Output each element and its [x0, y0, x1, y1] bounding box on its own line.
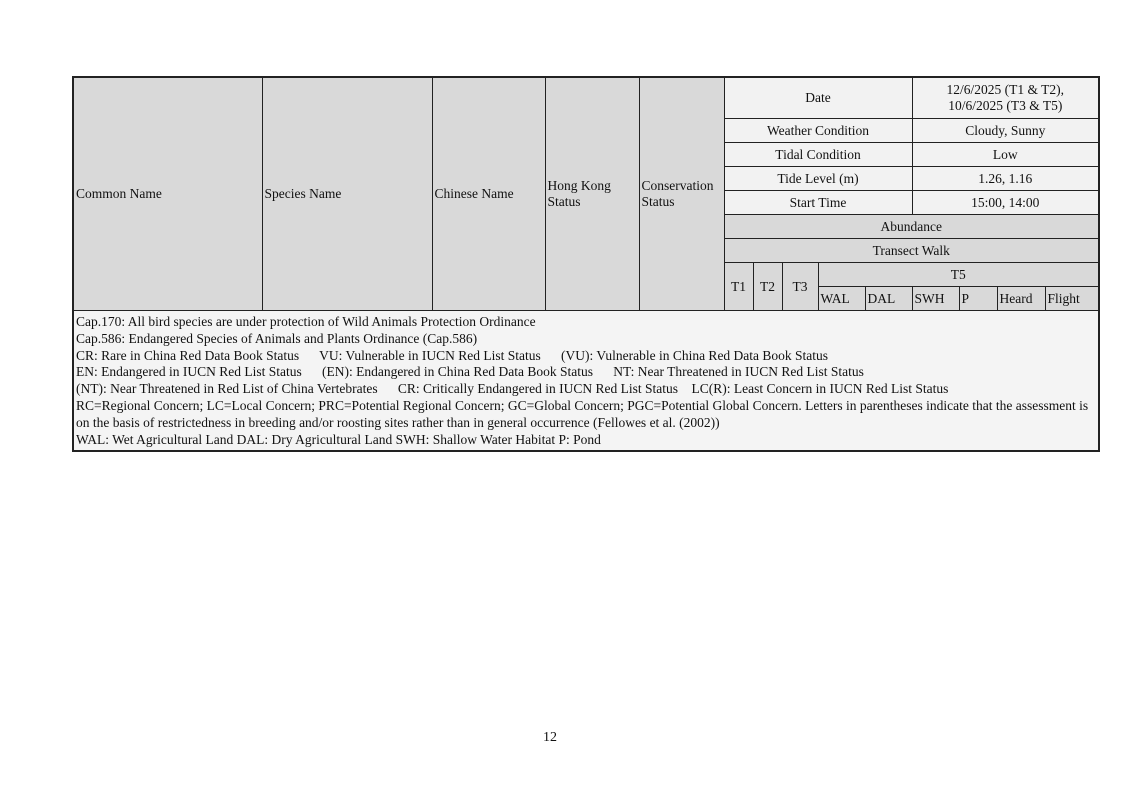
header-conservation-status: Conservation Status [639, 77, 724, 311]
transect-walk-label: Transect Walk [724, 239, 1099, 263]
header-species-name: Species Name [262, 77, 432, 311]
date-value-line1: 12/6/2025 (T1 & T2), [946, 82, 1065, 97]
t5-col-dal: DAL [865, 287, 912, 311]
date-value-line2: 10/6/2025 (T3 & T5) [948, 98, 1063, 113]
page-number: 12 [543, 730, 557, 745]
transect-t1: T1 [724, 263, 753, 311]
tidal-value: Low [912, 143, 1099, 167]
survey-table [72, 76, 1100, 452]
abundance-label: Abundance [724, 215, 1099, 239]
t5-col-p: P [959, 287, 997, 311]
note-status-cr-vu: CR: Rare in China Red Data Book Status VU: Vulnerable in IUCN Red List Status (VU): Vulnerable in China Red Data Book Status [76, 347, 829, 363]
tide-level-label: Tide Level (m) [724, 167, 912, 191]
weather-value: Cloudy, Sunny [912, 119, 1099, 143]
note-concern-levels: RC=Regional Concern; LC=Local Concern; PRC=Potential Regional Concern; GC=Global Concern; PGC=Potential Global Concern. Letters in parentheses indicate that the assessment is on the basis of restrictedness in breeding and/or roosting sites rather than in general occurrence (Fellowes et al. (2002)) [76, 397, 1089, 430]
note-cap586: Cap.586: Endangered Species of Animals and Plants Ordinance (Cap.586) [76, 330, 478, 346]
weather-label: Weather Condition [724, 119, 912, 143]
transect-t2: T2 [753, 263, 782, 311]
notes-cell [73, 311, 1099, 452]
note-cap170: Cap.170: All bird species are under protection of Wild Animals Protection Ordinance [76, 314, 536, 329]
header-chinese-name: Chinese Name [432, 77, 545, 311]
date-value [912, 77, 1099, 119]
transect-t5: T5 [818, 263, 1099, 287]
date-label: Date [724, 77, 912, 119]
header-common-name: Common Name [73, 77, 262, 311]
t5-col-heard: Heard [997, 287, 1045, 311]
t5-col-flight: Flight [1045, 287, 1099, 311]
t5-col-swh: SWH [912, 287, 959, 311]
transect-t3: T3 [782, 263, 818, 311]
note-status-nt-cr-lc: (NT): Near Threatened in Red List of China Vertebrates CR: Critically Endangered in IUCN Red List Status LC(R): Least Concern in IUCN Red List Status [76, 381, 949, 397]
t5-col-wal: WAL [818, 287, 865, 311]
tidal-label: Tidal Condition [724, 143, 912, 167]
note-status-en-nt: EN: Endangered in IUCN Red List Status (EN): Endangered in China Red Data Book Status NT: Near Threatened in IUCN Red List Status [76, 364, 864, 380]
header-hk-status: Hong Kong Status [545, 77, 639, 311]
note-habitat-abbreviations: WAL: Wet Agricultural Land DAL: Dry Agricultural Land SWH: Shallow Water Habitat P: Pond [76, 431, 601, 447]
start-time-value: 15:00, 14:00 [912, 191, 1099, 215]
tide-level-value: 1.26, 1.16 [912, 167, 1099, 191]
start-time-label: Start Time [724, 191, 912, 215]
